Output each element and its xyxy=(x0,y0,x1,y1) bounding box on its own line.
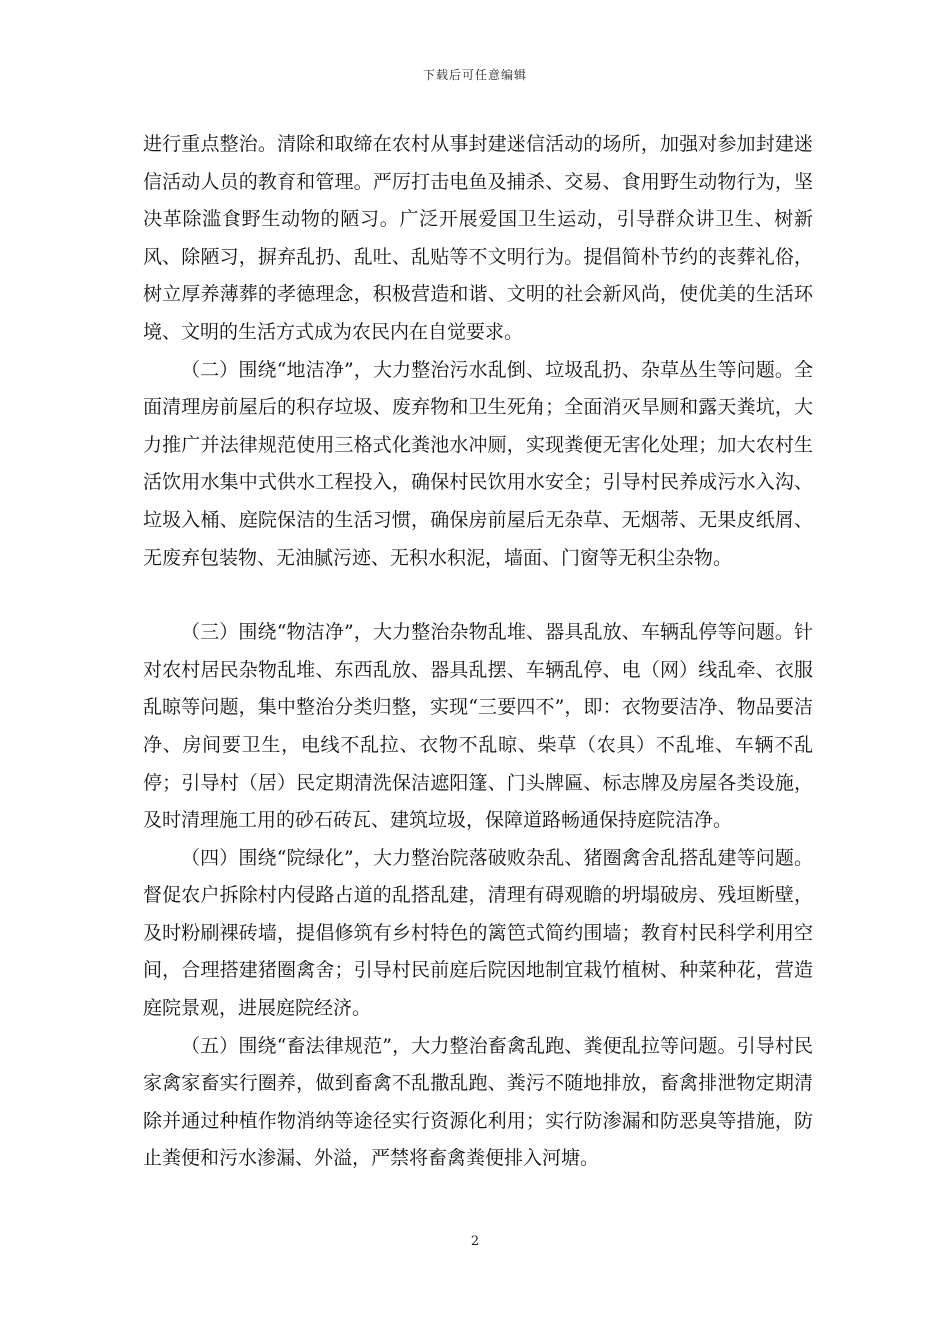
paragraph-section-3: （三）围绕“物洁净”，大力整治杂物乱堆、器具乱放、车辆乱停等问题。针对农村居民杂物乱堆、东西乱放、器具乱摆、车辆乱停、电（网）线乱牵、衣服乱晾等问题，集中整治分类归整，实现“三要四不”，即：衣物要洁净、物品要洁净、房间要卫生，电线不乱拉、衣物不乱晾、柴草（农具）不乱堆、车辆不乱停；引导村（居）民定期清洗保洁遮阳篷、门头牌匾、标志牌及房屋各类设施，及时清理施工用的砂石砖瓦、建筑垃圾，保障道路畅通保持庭院洁净。 xyxy=(143,621,813,832)
page-number: 2 xyxy=(470,1234,480,1249)
paragraph-section-4: （四）围绕“院绿化”，大力整治院落破败杂乱、猪圈禽舍乱搭乱建等问题。督促农户拆除村内侵路占道的乱搭乱建，清理有碍观瞻的坍塌破房、残垣断壁，及时粉刷裸砖墙，提倡修筑有乡村特色的篱笆式简约围墙；教育村民科学利用空间，合理搭建猪圈禽舍；引导村民前庭后院因地制宜栽竹植树、种菜种花，营造庭院景观，进展庭院经济。 xyxy=(143,846,813,1020)
document-body xyxy=(143,126,813,1178)
paragraph-continuation: 进行重点整治。清除和取缔在农村从事封建迷信活动的场所，加强对参加封建迷信活动人员的教育和管理。严厉打击电鱼及捕杀、交易、食用野生动物行为，坚决革除滥食野生动物的陋习。广泛开展爱国卫生运动，引导群众讲卫生、树新风、除陋习，摒弃乱扔、乱吐、乱贴等不文明行为。提倡简朴节约的丧葬礼俗，树立厚养薄葬的孝德理念，积极营造和谐、文明的社会新风尚，使优美的生活环境、文明的生活方式成为农民内在自觉要求。 xyxy=(143,133,813,343)
paragraph-section-5: （五）围绕“畜法律规范”，大力整治畜禽乱跑、粪便乱拉等问题。引导村民家禽家畜实行圈养，做到畜禽不乱撒乱跑、粪污不随地排放，畜禽排泄物定期清除并通过种植作物消纳等途径实行资源化利用；实行防渗漏和防恶臭等措施，防止粪便和污水渗漏、外溢，严禁将畜禽粪便排入河塘。 xyxy=(143,1034,813,1170)
blank-line xyxy=(143,577,813,614)
page-header: 下载后可任意编辑 xyxy=(422,68,527,82)
paragraph-section-2: （二）围绕“地洁净”，大力整治污水乱倒、垃圾乱扔、杂草丛生等问题。全面清理房前屋后的积存垃圾、废弃物和卫生死角；全面消灭旱厕和露天粪坑，大力推广并法律规范使用三格式化粪池水冲厕，实现粪便无害化处理；加大农村生活饮用水集中式供水工程投入，确保村民饮用水安全；引导村民养成污水入沟、垃圾入桶、庭院保洁的生活习惯，确保房前屋后无杂草、无烟蒂、无果皮纸屑、无废弃包装物、无油腻污迹、无积水积泥，墙面、门窗等无积尘杂物。 xyxy=(143,358,813,569)
